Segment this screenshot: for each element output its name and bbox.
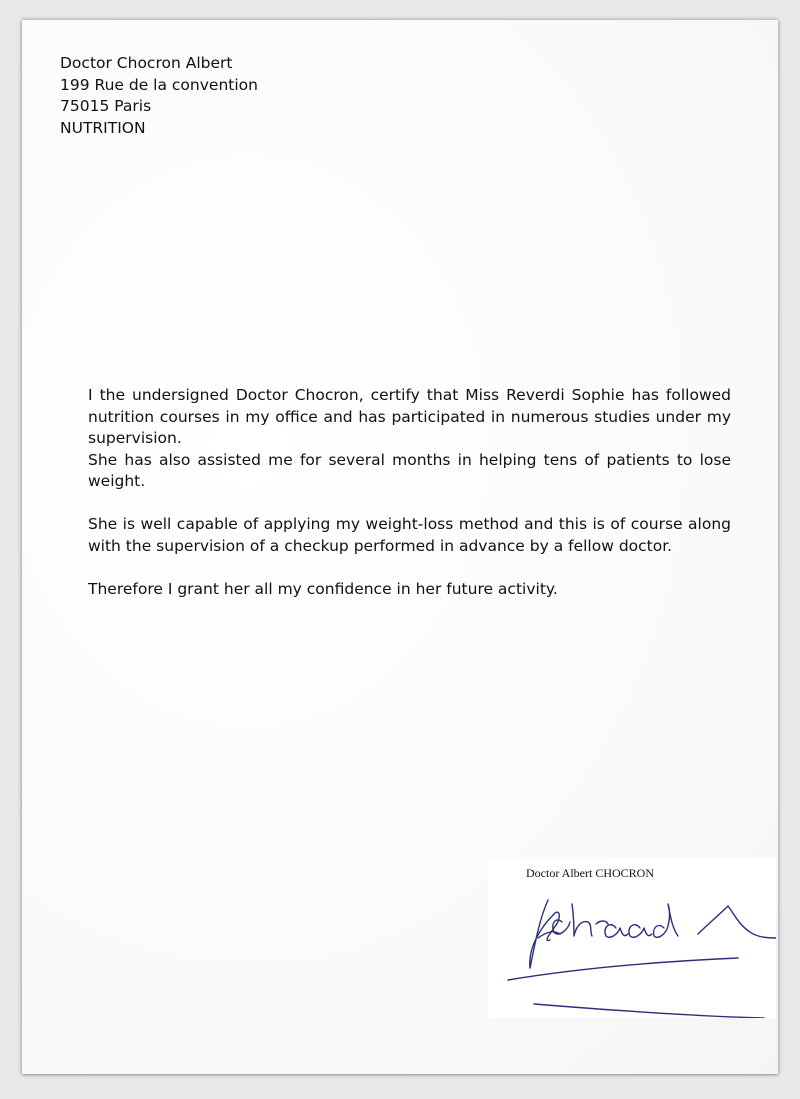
signature-printed-name: Doctor Albert CHOCRON [526, 866, 654, 880]
body-paragraph-method: She is well capable of applying my weight-loss method and this is of course along with the supervision of a checkup performed in advance by a fellow doctor. [88, 515, 731, 555]
body-paragraph-confidence: Therefore I grant her all my confidence in her future activity. [88, 579, 558, 598]
letterhead-specialty: NUTRITION [60, 118, 146, 137]
body-paragraph-assistance: She has also assisted me for several months in helping tens of patients to lose weight. [88, 450, 731, 490]
letter-body [88, 385, 731, 600]
signature-block [488, 858, 776, 1018]
handwritten-signature [488, 858, 776, 1018]
letterhead-street-address: 199 Rue de la convention [60, 75, 258, 94]
letterhead-doctor-name: Doctor Chocron Albert [60, 54, 233, 72]
letter-page [22, 20, 778, 1074]
letterhead-city: 75015 Paris [60, 97, 152, 115]
letterhead [60, 53, 258, 139]
body-paragraph-certification: I the undersigned Doctor Chocron, certify that Miss Reverdi Sophie has followed nutrition courses in my office and has participated in numerous studies under my supervision. [88, 386, 731, 447]
